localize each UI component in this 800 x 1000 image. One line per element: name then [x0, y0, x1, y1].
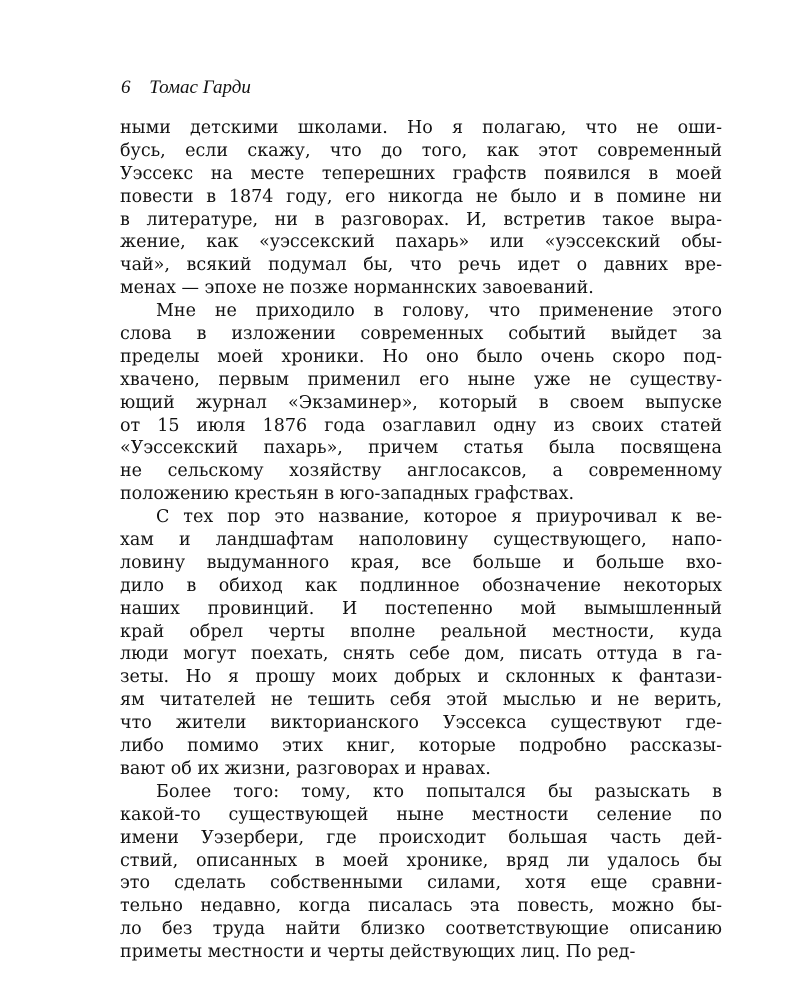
- text-line: ло без труда найти близко соответствующие описанию: [120, 919, 722, 940]
- text-line: хам и ландшафтам наполовину существующего, напо-: [120, 530, 722, 551]
- text-line: Уэссекс на месте теперешних графств появился в моей: [120, 163, 722, 184]
- text-line: что жители викторианского Уэссекса существуют где-: [120, 713, 722, 734]
- text-line: повести в 1874 году, его никогда не было и в помине ни: [120, 186, 722, 207]
- text-line: Более того: тому, кто попытался бы разыскать в: [156, 781, 722, 802]
- text-line: наших провинций. И постепенно мой вымышленный: [120, 598, 722, 619]
- text-line: не сельскому хозяйству англосаксов, а современному: [120, 461, 722, 482]
- text-line: ствий, описанных в моей хронике, вряд ли удалось бы: [120, 850, 722, 871]
- text-line: слова в изложении современных событий выйдет за: [120, 324, 722, 345]
- text-line: в литературе, ни в разговорах. И, встретив такое выра-: [120, 209, 722, 230]
- text-line: имени Уэзербери, где происходит большая часть дей-: [120, 827, 722, 848]
- text-line: от 15 июля 1876 года озаглавил одну из своих статей: [120, 415, 722, 436]
- text-line: это сделать собственными силами, хотя еще сравни-: [120, 873, 722, 894]
- text-line: край обрел черты вполне реальной местности, куда: [120, 621, 722, 642]
- text-line: либо помимо этих книг, которые подробно рассказы-: [120, 736, 722, 757]
- text-line: дило в обиход как подлинное обозначение некоторых: [120, 575, 722, 596]
- text-line: жение, как «уэссекский пахарь» или «уэссекский обы-: [120, 232, 722, 253]
- text-line: чай», всякий подумал бы, что речь идет о давних вре-: [120, 255, 722, 276]
- paragraph: [120, 781, 722, 964]
- paragraph: [120, 300, 722, 506]
- text-line: ными детскими школами. Но я полагаю, что не оши-: [120, 118, 722, 138]
- text-line: Мне не приходило в голову, что применение этого: [156, 301, 722, 322]
- text-line: вают об их жизни, разговорах и нравах.: [120, 758, 491, 779]
- text-line: ющий журнал «Экзаминер», который в своем выпуске: [120, 392, 722, 413]
- text-line: С тех пор это название, которое я приурочивал к ве-: [156, 507, 722, 528]
- text-line: ловину выдуманного края, все больше и больше вхо-: [120, 552, 722, 573]
- text-line: «Уэссекский пахарь», причем статья была посвящена: [120, 438, 722, 459]
- running-head: [121, 76, 251, 100]
- text-line: положению крестьян в юго-западных графствах.: [120, 484, 575, 505]
- body-text: [120, 117, 722, 964]
- running-head-author: Томас Гарди: [149, 77, 251, 98]
- text-line: ям читателей не тешить себя этой мыслью и не верить,: [120, 690, 722, 711]
- text-line: зеты. Но я прошу моих добрых и склонных к фантази-: [120, 667, 722, 688]
- text-line: какой-то существующей ныне местности селение по: [120, 804, 722, 825]
- text-line: хвачено, первым применил его ныне уже не существу-: [120, 369, 722, 390]
- paragraph: [120, 117, 722, 300]
- text-line: приметы местности и черты действующих лиц. По ред-: [120, 942, 636, 963]
- text-line: пределы моей хроники. Но оно было очень скоро под-: [120, 346, 722, 367]
- text-line: бусь, если скажу, что до того, как этот современный: [120, 140, 722, 161]
- paragraph: [120, 506, 722, 781]
- text-line: менах — эпохе не позже норманнских завоеваний.: [120, 278, 594, 299]
- text-line: люди могут поехать, снять себе дом, писать оттуда в га-: [120, 644, 722, 665]
- text-line: тельно недавно, когда писалась эта повесть, можно бы-: [120, 896, 722, 917]
- page-number: 6: [121, 77, 131, 98]
